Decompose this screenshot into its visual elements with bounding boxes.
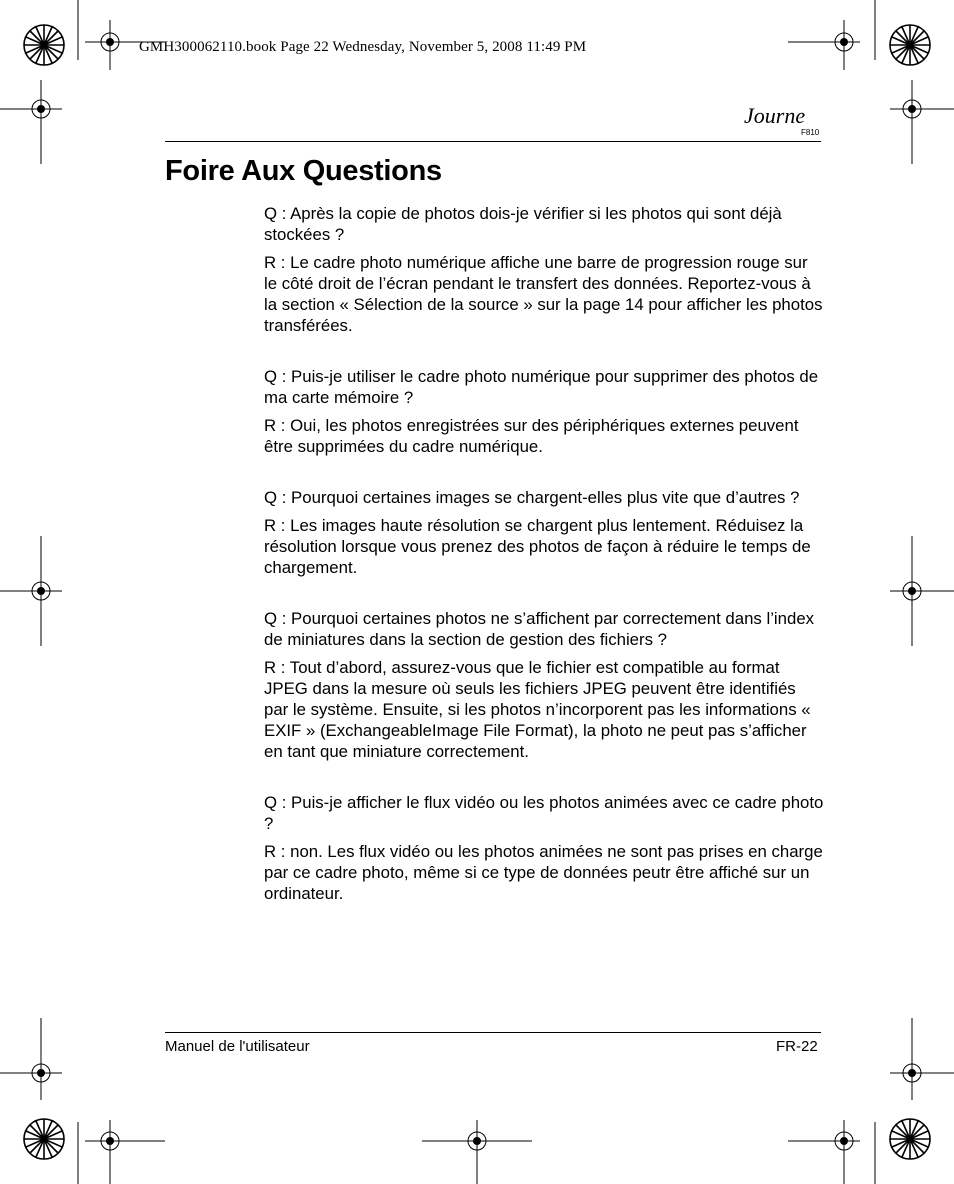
star-target-icon bbox=[24, 1119, 64, 1159]
faq-question: Q : Puis-je afficher le flux vidéo ou les photos animées avec ce cadre photo ? bbox=[264, 793, 824, 833]
star-target-icon bbox=[890, 25, 930, 65]
faq-item bbox=[264, 203, 824, 336]
header-rule bbox=[165, 141, 821, 142]
footer-rule bbox=[165, 1032, 821, 1033]
faq-item bbox=[264, 366, 824, 457]
faq-answer: R : Le cadre photo numérique affiche une barre de progression rouge sur le côté droit de l’écran pendant le transfert des données. Reportez-vous à la section « Sélection de la source » sur la page 14 pour afficher les photos transférées. bbox=[264, 253, 823, 335]
star-target-icon bbox=[890, 1119, 930, 1159]
faq-answer: R : non. Les flux vidéo ou les photos animées ne sont pas prises en charge par ce cadre photo, même si ce type de données peutr être affiché sur un ordinateur. bbox=[264, 842, 823, 903]
faq-question: Q : Pourquoi certaines photos ne s’affichent par correctement dans l’index de miniatures dans la section de gestion des fichiers ? bbox=[264, 609, 815, 649]
book-slug: GMH300062110.book Page 22 Wednesday, November 5, 2008 11:49 PM bbox=[139, 39, 587, 55]
faq-item bbox=[264, 487, 824, 578]
faq-question: Q : Après la copie de photos dois-je vérifier si les photos qui sont déjà stockées ? bbox=[264, 204, 782, 244]
crosshair-target-icon bbox=[422, 1120, 532, 1184]
faq-answer: R : Les images haute résolution se chargent plus lentement. Réduisez la résolution lorsque vous prenez des photos de façon à réduire le temps de chargement. bbox=[264, 516, 811, 577]
page-number: FR-22 bbox=[776, 1038, 818, 1055]
faq-item bbox=[264, 792, 824, 904]
crosshair-target-icon bbox=[0, 80, 62, 164]
faq-answer: R : Tout d’abord, assurez-vous que le fichier est compatible au format JPEG dans la mesure où seuls les fichiers JPEG peuvent être identifiés par le système. Ensuite, si les photos n’incorporent pas les informations « EXIF » (ExchangeableImage File Format), la photo ne peut pas s’afficher en tant que miniature correctement. bbox=[264, 658, 811, 761]
faq-item bbox=[264, 608, 824, 762]
crosshair-target-icon bbox=[0, 536, 62, 646]
brand-logo: Journe bbox=[744, 103, 806, 128]
crosshair-target-icon bbox=[788, 1120, 860, 1184]
faq-question: Q : Puis-je utiliser le cadre photo numérique pour supprimer des photos de ma carte mémoire ? bbox=[264, 367, 819, 407]
crosshair-target-icon bbox=[85, 1120, 165, 1184]
model-number: F810 bbox=[801, 128, 820, 137]
faq-question: Q : Pourquoi certaines images se chargent-elles plus vite que d’autres ? bbox=[264, 488, 800, 507]
faq-answer: R : Oui, les photos enregistrées sur des périphériques externes peuvent être supprimées du cadre numérique. bbox=[264, 416, 799, 456]
crosshair-target-icon bbox=[0, 1018, 62, 1100]
crosshair-target-icon bbox=[890, 1018, 954, 1100]
crosshair-target-icon bbox=[890, 536, 954, 646]
faq-list bbox=[264, 203, 824, 934]
page-title: Foire Aux Questions bbox=[165, 155, 442, 187]
crosshair-target-icon bbox=[788, 20, 860, 70]
crosshair-target-icon bbox=[890, 80, 954, 164]
star-target-icon bbox=[24, 25, 64, 65]
footer-manual-title: Manuel de l'utilisateur bbox=[165, 1038, 310, 1055]
